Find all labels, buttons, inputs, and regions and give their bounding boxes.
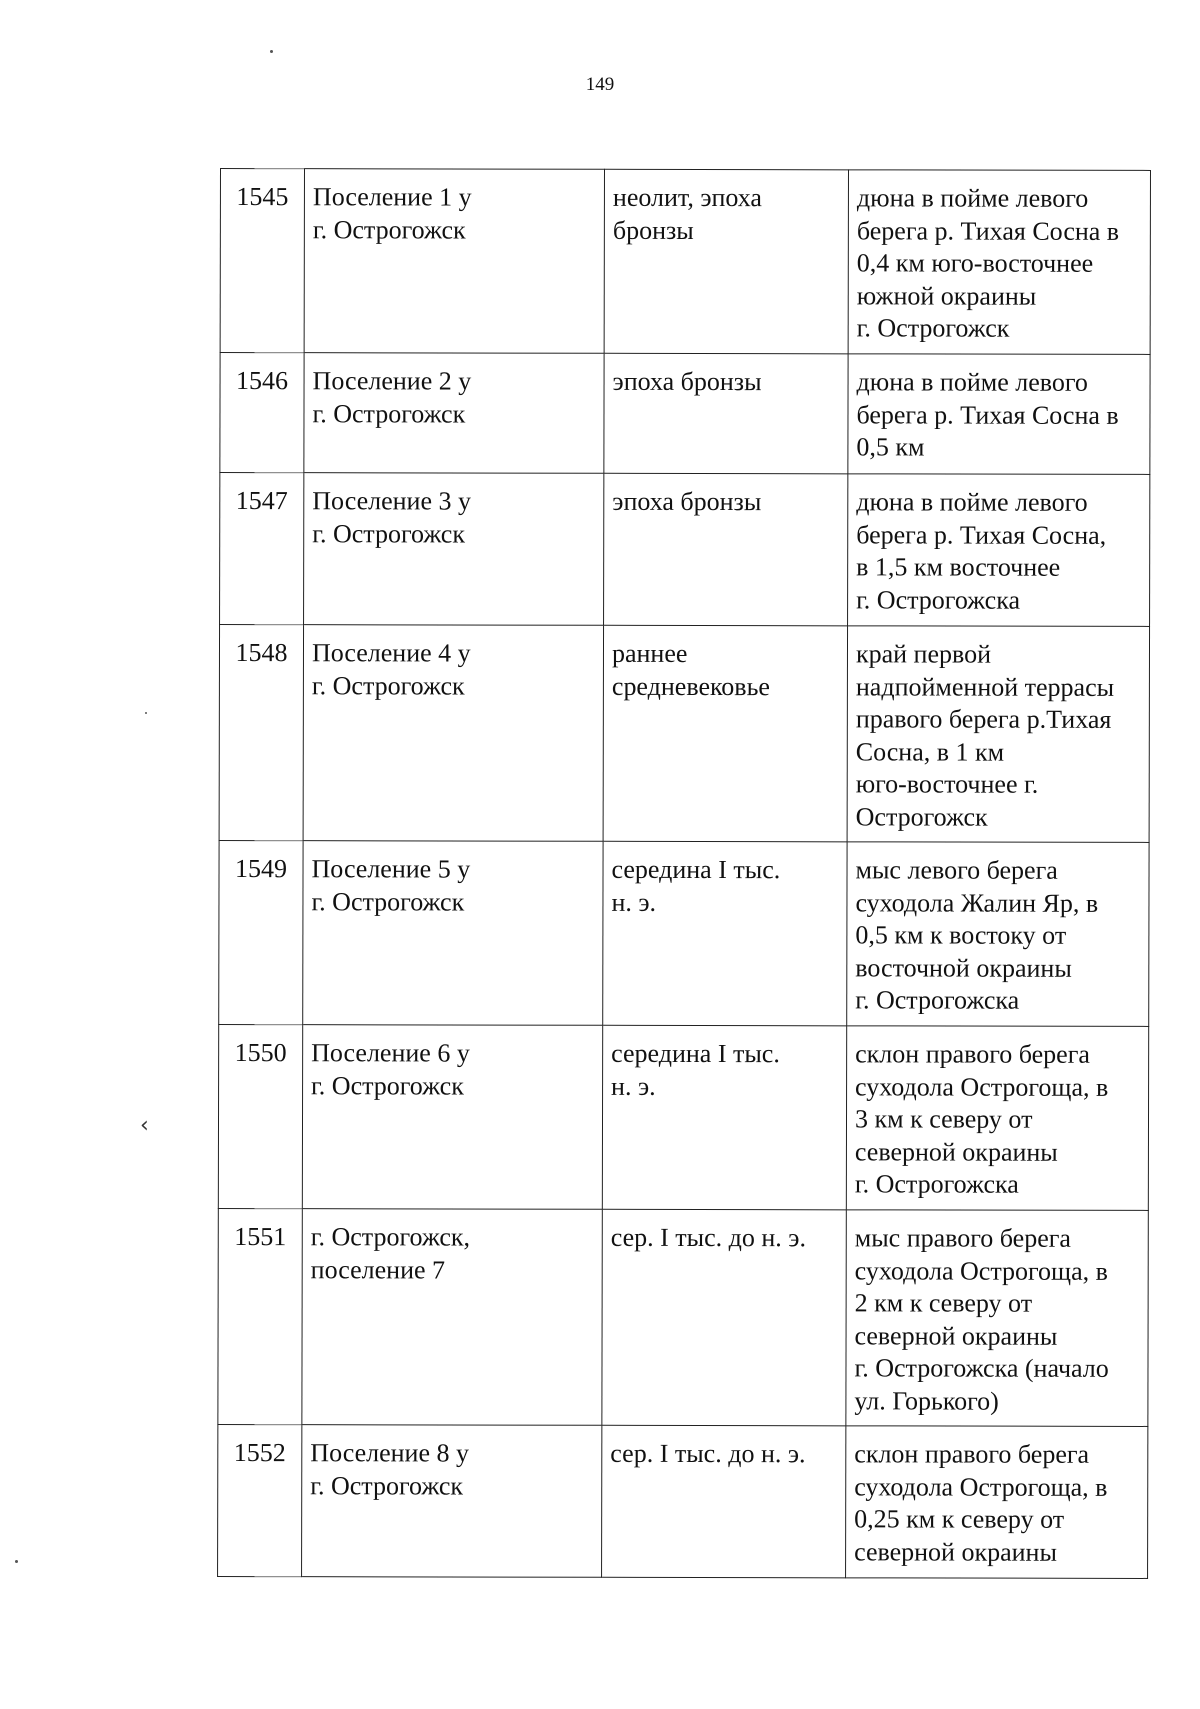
page-number: 149 (585, 74, 615, 95)
scan-speck (270, 50, 273, 53)
row-number: 1551 (218, 1208, 302, 1424)
table-row (218, 1024, 1148, 1210)
table-row (219, 625, 1149, 843)
row-number: 1545 (220, 169, 304, 353)
site-period: эпоха бронзы (604, 353, 848, 474)
site-name: Поселение 2 у г. Острогожск (304, 353, 604, 474)
site-name: Поселение 4 у г. Острогожск (303, 625, 603, 842)
monument-registry-table (217, 168, 1151, 1579)
site-period: сер. I тыс. до н. э. (602, 1425, 846, 1578)
row-number: 1549 (219, 840, 303, 1024)
scan-speck (15, 1560, 18, 1563)
site-name: Поселение 5 у г. Острогожск (303, 841, 603, 1026)
site-name: Поселение 3 у г. Острогожск (304, 473, 604, 626)
site-period: раннее средневековье (603, 625, 847, 842)
scan-speck (145, 712, 147, 714)
site-location: склон правого берега суходола Острогоща, в 3 км к северу от северной окраины г. Острогожска (846, 1026, 1148, 1211)
site-name: Поселение 6 у г. Острогожск (302, 1025, 602, 1210)
site-location: край первой надпойменной террасы правого берега р.Тихая Сосна, в 1 км юго-восточнее г. Острогожск (847, 626, 1149, 843)
table-row (219, 840, 1149, 1026)
site-location: мыс правого берега суходола Острогоща, в 2 км к северу от северной окраины г. Острогожска (начало ул. Горького) (846, 1210, 1148, 1427)
site-period: середина I тыс. н. э. (602, 1025, 846, 1210)
site-name: Поселение 1 у г. Острогожск (304, 169, 604, 354)
row-number: 1548 (219, 625, 303, 841)
site-period: сер. I тыс. до н. э. (602, 1209, 846, 1426)
site-name: Поселение 8 у г. Острогожск (302, 1425, 602, 1578)
table-row (218, 1424, 1148, 1578)
site-period: эпоха бронзы (604, 473, 848, 626)
site-location: дюна в пойме левого берега р. Тихая Сосна, в 1,5 км восточнее г. Острогожска (848, 474, 1150, 627)
site-location: склон правого берега суходола Острогоща, в 0,25 км к северу от северной окраины (846, 1426, 1148, 1579)
site-period: середина I тыс. н. э. (603, 841, 847, 1026)
table-row (218, 1208, 1148, 1426)
site-period: неолит, эпоха бронзы (604, 169, 848, 354)
site-name: г. Острогожск, поселение 7 (302, 1209, 602, 1426)
table-row (220, 169, 1150, 355)
row-number: 1546 (220, 353, 304, 473)
site-location: дюна в пойме левого берега р. Тихая Сосна в 0,5 км (848, 354, 1150, 475)
row-number: 1550 (218, 1024, 302, 1208)
row-number: 1547 (220, 473, 304, 625)
site-location: мыс левого берега суходола Жалин Яр, в 0,5 км к востоку от восточной окраины г. Острогожска (847, 842, 1149, 1027)
table-row (220, 473, 1150, 627)
scan-mark: ‹ (140, 1113, 149, 1138)
table-row (220, 353, 1150, 475)
site-location: дюна в пойме левого берега р. Тихая Сосна в 0,4 км юго-восточнее южной окраины г. Острогожск (848, 170, 1150, 355)
row-number: 1552 (218, 1424, 302, 1576)
